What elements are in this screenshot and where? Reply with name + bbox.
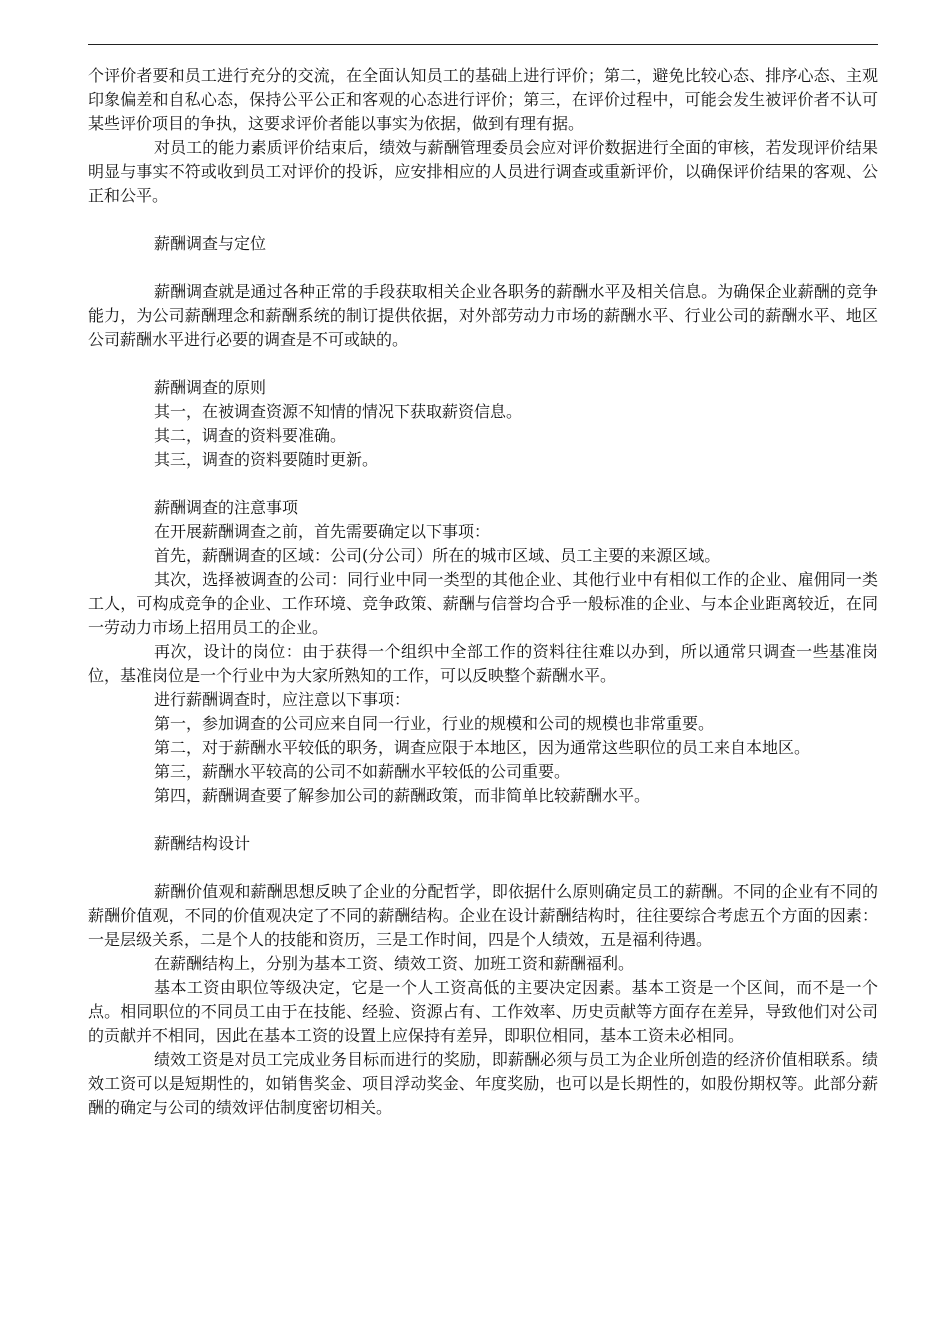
header-rule — [88, 44, 878, 45]
notes-item: 第一，参加调查的公司应来自同一行业，行业的规模和公司的规模也非常重要。 — [154, 714, 715, 733]
notes-item: 其次，选择被调查的公司：同行业中同一类型的其他企业、其他行业中有相似工作的企业、雇佣同一类工人，可构成竞争的企业、工作环境、竞争政策、薪酬与信誉均合乎一般标准的企业、与本企业距离较近，在同一劳动力市场上招用员工的企业。 — [88, 570, 878, 637]
principle-item: 其二，调查的资料要准确。 — [154, 426, 347, 445]
paragraph-structure-values: 薪酬价值观和薪酬思想反映了企业的分配哲学，即依据什么原则确定员工的薪酬。不同的企业有不同的薪酬价值观，不同的价值观决定了不同的薪酬结构。企业在设计薪酬结构时，往往要综合考虑五个方面的因素：一是层级关系，二是个人的技能和资历，三是工作时间，四是个人绩效，五是福利待遇。 — [88, 882, 878, 949]
paragraph-performance-pay: 绩效工资是对员工完成业务目标而进行的奖励，即薪酬必须与员工为企业所创造的经济价值相联系。绩效工资可以是短期性的，如销售奖金、项目浮动奖金、年度奖励，也可以是长期性的，如股份期权等。此部分薪酬的确定与公司的绩效评估制度密切相关。 — [88, 1050, 878, 1117]
document-body — [88, 64, 878, 1120]
section-heading-structure-design: 薪酬结构设计 — [154, 834, 251, 853]
notes-item: 第二，对于薪酬水平较低的职务，调查应限于本地区，因为通常这些职位的员工来自本地区。 — [154, 738, 811, 757]
notes-intro: 在开展薪酬调查之前，首先需要确定以下事项： — [154, 522, 491, 541]
notes-intro: 进行薪酬调查时，应注意以下事项： — [154, 690, 411, 709]
principle-item: 其三，调查的资料要随时更新。 — [154, 450, 379, 469]
notes-item: 再次，设计的岗位：由于获得一个组织中全部工作的资料往往难以办到，所以通常只调查一些基准岗位，基准岗位是一个行业中为大家所熟知的工作，可以反映整个薪酬水平。 — [88, 642, 878, 685]
section-heading-survey-positioning: 薪酬调查与定位 — [154, 234, 267, 253]
subheading-survey-notes: 薪酬调查的注意事项 — [154, 498, 299, 517]
notes-item: 第三，薪酬水平较高的公司不如薪酬水平较低的公司重要。 — [154, 762, 571, 781]
paragraph-continuation: 个评价者要和员工进行充分的交流，在全面认知员工的基础上进行评价；第二，避免比较心态、排序心态、主观印象偏差和自私心态，保持公平公正和客观的心态进行评价；第三，在评价过程中，可能会发生被评价者不认可某些评价项目的争执，这要求评价者能以事实为依据，做到有理有据。 — [88, 66, 878, 133]
subheading-survey-principles: 薪酬调查的原则 — [154, 378, 267, 397]
notes-item: 第四，薪酬调查要了解参加公司的薪酬政策，而非简单比较薪酬水平。 — [154, 786, 651, 805]
paragraph-structure-components: 在薪酬结构上，分别为基本工资、绩效工资、加班工资和薪酬福利。 — [154, 954, 635, 973]
paragraph-survey-definition: 薪酬调查就是通过各种正常的手段获取相关企业各职务的薪酬水平及相关信息。为确保企业薪酬的竞争能力，为公司薪酬理念和薪酬系统的制订提供依据，对外部劳动力市场的薪酬水平、行业公司的薪酬水平、地区公司薪酬水平进行必要的调查是不可或缺的。 — [88, 282, 878, 349]
paragraph-base-salary: 基本工资由职位等级决定，它是一个人工资高低的主要决定因素。基本工资是一个区间，而不是一个点。相同职位的不同员工由于在技能、经验、资源占有、工作效率、历史贡献等方面存在差异，导致他们对公司的贡献并不相同，因此在基本工资的设置上应保持有差异，即职位相同，基本工资未必相同。 — [88, 978, 878, 1045]
paragraph-review: 对员工的能力素质评价结束后，绩效与薪酬管理委员会应对评价数据进行全面的审核，若发现评价结果明显与事实不符或收到员工对评价的投诉，应安排相应的人员进行调查或重新评价，以确保评价结果的客观、公正和公平。 — [88, 138, 878, 205]
notes-item: 首先，薪酬调查的区域：公司(分公司）所在的城市区域、员工主要的来源区域。 — [154, 546, 721, 565]
principle-item: 其一，在被调查资源不知情的情况下获取薪资信息。 — [154, 402, 523, 421]
